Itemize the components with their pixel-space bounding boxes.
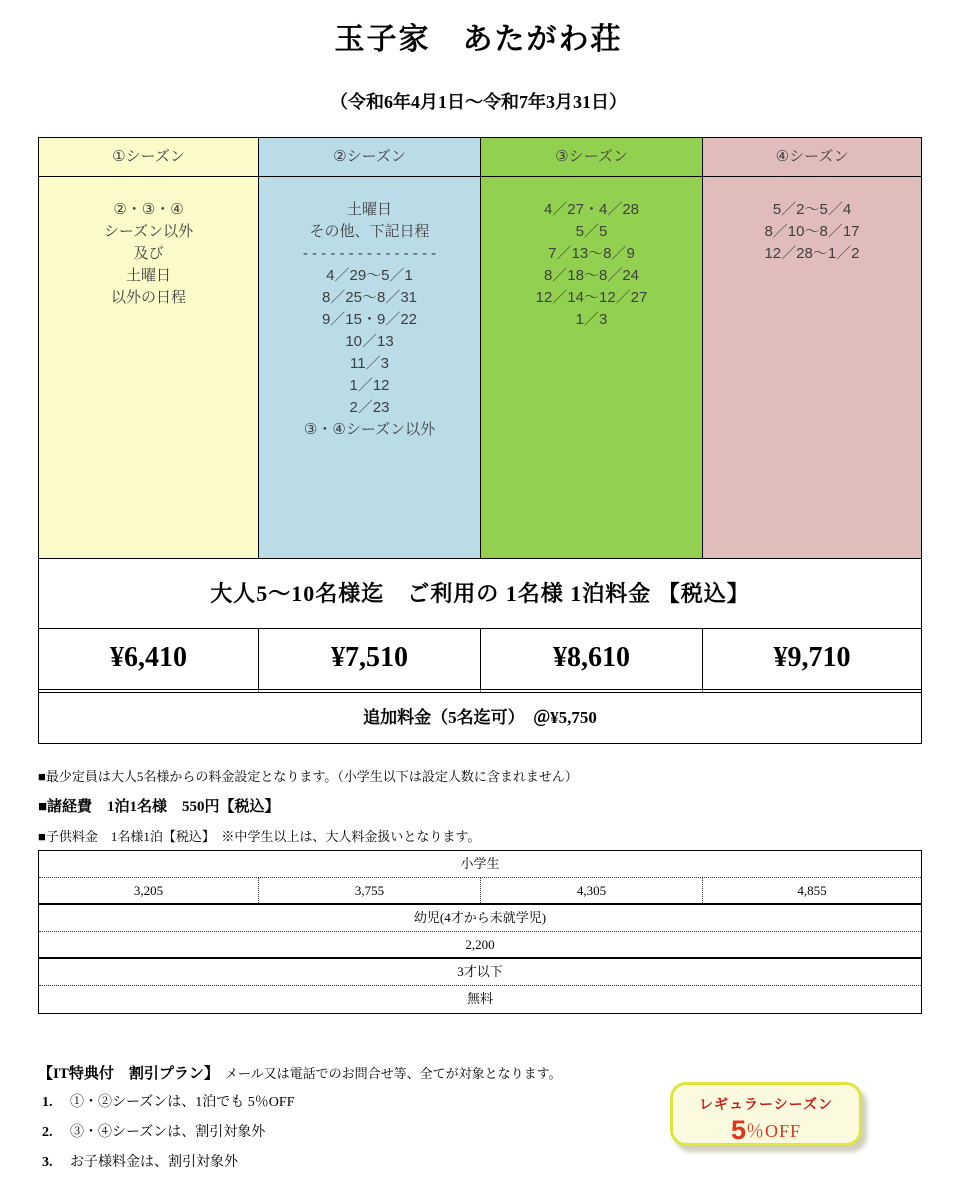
season-1-header: ①シーズン <box>39 138 259 177</box>
elementary-price-row <box>39 878 921 905</box>
date-line: ③・④シーズン以外 <box>303 421 436 438</box>
page-title: 玉子家 あたがわ荘 <box>334 23 623 56</box>
elementary-price-3: 4,305 <box>481 878 703 903</box>
discount-item-3 <box>42 1151 238 1171</box>
date-line: 4／29～5／1 <box>326 267 413 284</box>
infant-label: 3才以下 <box>39 959 921 986</box>
date-line: 2／23 <box>349 399 390 416</box>
date-line: シーズン以外 <box>103 223 194 240</box>
season-2-dates <box>259 177 481 559</box>
discount-item-1-text: ①・②シーズンは、1泊でも 5％OFF <box>70 1095 295 1110</box>
date-line: - - - - - - - - - - - - - - - <box>302 245 437 262</box>
children-price-table <box>38 850 922 1014</box>
date-line: 及び <box>133 245 164 262</box>
date-line: 1／3 <box>575 311 608 328</box>
season-1-dates <box>39 177 259 559</box>
discount-item-2 <box>42 1121 265 1141</box>
note-child-price: ■子供料金 1名様1泊【税込】 ※中学生以上は、大人料金扱いとなります。 <box>38 829 481 844</box>
price-season-1: ¥6,410 <box>39 629 259 693</box>
date-line: 5／5 <box>575 223 608 240</box>
season-3-dates <box>481 177 703 559</box>
discount-plan-title: 【IT特典付 割引プラン】 <box>38 1066 219 1082</box>
discount-plan-heading <box>38 1062 562 1083</box>
date-line: 10／13 <box>345 333 394 350</box>
valid-date-range: （令和6年4月1日～令和7年3月31日） <box>330 92 627 112</box>
infant-price: 無料 <box>466 991 493 1006</box>
date-line: 4／27・4／28 <box>543 201 640 218</box>
date-line: 1／12 <box>349 377 390 394</box>
season-4-header: ④シーズン <box>703 138 921 177</box>
season-4-dates <box>703 177 921 559</box>
additional-fee-row: 追加料金（5名迄可） ＠¥5,750 <box>39 693 921 743</box>
date-line: 5／2～5／4 <box>772 201 852 218</box>
season-price-table <box>38 137 922 744</box>
date-line: 11／3 <box>350 355 389 372</box>
note-minimum-capacity: ■最少定員は大人5名様からの料金設定となります。（小学生以下は設定人数に含まれません） <box>38 769 578 784</box>
elementary-label: 小学生 <box>39 851 921 878</box>
badge-discount-number: 5 <box>730 1115 746 1145</box>
price-season-4: ¥9,710 <box>703 629 921 693</box>
date-line: 以外の日程 <box>110 289 186 306</box>
badge-discount-suffix: ％OFF <box>746 1121 802 1141</box>
regular-season-discount-badge <box>670 1082 862 1146</box>
discount-item-3-number: 3. <box>42 1155 53 1170</box>
date-line: 土曜日 <box>346 201 392 218</box>
toddler-price: 2,200 <box>39 932 921 959</box>
elementary-price-2: 3,755 <box>259 878 481 903</box>
elementary-price-4: 4,855 <box>797 883 827 898</box>
elementary-price-1: 3,205 <box>39 878 259 903</box>
date-line: その他、下記日程 <box>309 223 430 240</box>
discount-item-1-number: 1. <box>42 1095 53 1110</box>
toddler-label: 幼児(4才から未就学児) <box>39 905 921 932</box>
discount-item-2-text: ③・④シーズンは、割引対象外 <box>70 1125 266 1140</box>
date-line: 8／18～8／24 <box>543 267 640 284</box>
date-line: 8／25～8／31 <box>321 289 418 306</box>
date-line: 土曜日 <box>125 267 171 284</box>
adult-price-header: 大人5～10名様迄 ご利用の 1名様 1泊料金 【税込】 <box>39 559 921 629</box>
note-misc-expenses: ■諸経費 1泊1名様 550円【税込】 <box>38 799 280 815</box>
discount-item-3-text: お子様料金は、割引対象外 <box>70 1155 238 1170</box>
price-season-2: ¥7,510 <box>259 629 481 693</box>
date-line: 12／14～12／27 <box>535 289 648 306</box>
season-2-header: ②シーズン <box>259 138 481 177</box>
price-season-3: ¥8,610 <box>481 629 703 693</box>
date-line: 7／13～8／9 <box>548 245 635 262</box>
discount-plan-note: メール又は電話でのお問合せ等、全てが対象となります。 <box>224 1066 562 1081</box>
season-3-header: ③シーズン <box>481 138 703 177</box>
date-line: ②・③・④ <box>113 201 184 218</box>
discount-item-1 <box>42 1091 294 1111</box>
discount-item-2-number: 2. <box>42 1125 53 1140</box>
date-line: 12／28～1／2 <box>764 245 860 262</box>
badge-discount-value <box>673 1115 859 1146</box>
date-line: 9／15・9／22 <box>321 311 418 328</box>
badge-title: レギュラーシーズン <box>698 1096 834 1112</box>
date-line: 8／10～8／17 <box>764 223 860 240</box>
